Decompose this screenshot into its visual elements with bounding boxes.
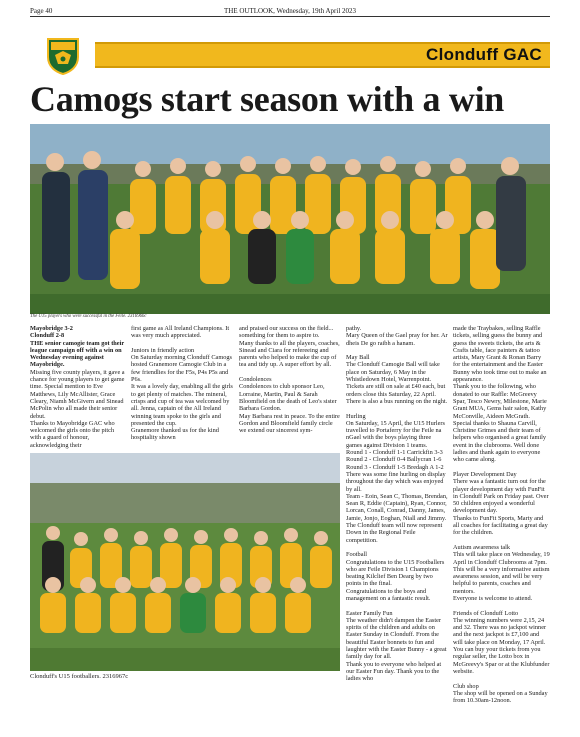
article-paragraph: Autism awareness talk: [453, 543, 511, 551]
article-column-4: [346, 325, 448, 683]
paragraph-gap: [346, 544, 448, 551]
article-paragraph: Round 2 - Clonduff 0-4 Ballycran 1-6: [346, 456, 442, 464]
paragraph-gap: [239, 369, 341, 376]
article-paragraph: Thank you to the following, who donated to our Raffle: McGreevy Spar, Tesco Newry, Milestone, Marie Grant MUA, Gems hair salon, Kathy McConville, Aideen McGrath.: [453, 383, 547, 420]
article-paragraph: Team - Eoin, Sean C, Thomas, Brendan, Sean R, Eddie (Captain), Ryan, Connor, Lorcan, Conall, Conrad, Danny, James, Jamie, Jonjo, Eoghan, Niall and Jimmy.: [346, 492, 448, 522]
paragraph-gap: [346, 405, 448, 412]
bottom-photo-caption: Clonduff's U15 footballers. 2316967c: [30, 673, 129, 680]
paragraph-gap: [131, 340, 235, 347]
article-paragraph: Granemore thanked us for the kind hospitality shown: [131, 427, 219, 442]
section-title: Clonduff GAC: [426, 45, 542, 64]
article-paragraph: Condolences: [239, 376, 272, 384]
article-column-3: [239, 325, 341, 434]
article-paragraph: It was a lovely day, enabling all the girls to get plenty of matches. The mineral, crisps and cup of tea was welcomed by all. Jenna, captain of the All Ireland winning team spoke to the girls and presented the cup.: [131, 383, 233, 427]
article-paragraph: Clonduff 2-8: [30, 332, 65, 340]
paragraph-gap: [453, 602, 550, 609]
paragraph-gap: [346, 602, 448, 609]
article-paragraph: Club shop: [453, 682, 479, 690]
article-paragraph: Congratulations to the boys and management on a fantastic result.: [346, 587, 431, 602]
article-paragraph: There was a fantastic turn out for the player development day with FunFit in Clonduff Park on Friday past. Over 50 children enjoyed a wonderful development day.: [453, 478, 549, 515]
page-header: [30, 6, 550, 17]
club-crest-icon: [46, 37, 80, 75]
article-paragraph: THE senior camogie team got their league campaign off with a win on Wednesday evening against Mayobridge.: [30, 339, 125, 369]
article-paragraph: Many thanks to all the players, coaches, Sinead and Ciara for refereeing and parents who helped to make the cup of tea and tidy up. A super effort by all.: [239, 339, 340, 369]
article-paragraph: made the Traybakes, selling Raffle tickets, selling guess the bunny and guess the sweets tickets, the arts & Crafts table, face painters & tattoo artists, Mary Grant & Ronan Barry for the entertainment and the Easter Bunny who took time out to make an appearance.: [453, 325, 547, 384]
article-paragraph: This will be a very informative autism awareness session, and will be very helpful to parents, coaches and mentors.: [453, 565, 550, 595]
article-paragraph: There is also a bus running on the night.: [346, 397, 448, 405]
article-paragraph: Player Development Day: [453, 470, 517, 478]
publication-line: THE OUTLOOK, Wednesday, 19th April 2023: [223, 7, 357, 15]
section-banner: [95, 42, 550, 68]
article-paragraph: On Saturday morning Clonduff Camogs hosted Granemore Camogie Club in a few friendlies for the F5s, P4s P5s and P6s.: [131, 354, 232, 384]
article-paragraph: Hurling: [346, 412, 366, 420]
article-paragraph: There was some fine hurling on display throughout the day which was enjoyed by all.: [346, 470, 446, 493]
article-paragraph: Congratulations to the U15 Footballers who are Feile Division 1 Champions beating Kilclief Ben Dearg by two points in the final.: [346, 558, 445, 588]
article-column-2: [131, 325, 235, 442]
article-paragraph: This will take place on Wednesday, 19 April in Clonduff Clubrooms at 7pm.: [453, 551, 550, 566]
article-paragraph: Juniors in friendly action: [131, 346, 195, 354]
article-paragraph: The Clonduff Camogie Ball will take place on Saturday, 6 May in the Whistledown Hotel, Warrenpoint.: [346, 361, 440, 384]
article-paragraph: Everyone is welcome to attend.: [453, 594, 533, 602]
article-paragraph: May Ball: [346, 354, 370, 362]
article-paragraph: Round 1 - Clonduff 1-1 Carrickfin 3-3: [346, 449, 443, 457]
article-paragraph: The weather didn't dampen the Easter spirits of the children and adults on Easter Sunday in Clonduff. From the beautiful Easter bonnets to fun and laughter with the Easter Bunny - a great family day for all.: [346, 616, 447, 661]
paragraph-gap: [453, 464, 550, 471]
article-paragraph: Special thanks to Shauna Carvill, Christine Grimes and their team of helpers who organised a great family event in the clubrooms. Well done ladies and thank again to everyone who came along.: [453, 419, 547, 464]
article-paragraph: The shop will be opened on a Sunday from 10.30am-12noon.: [453, 689, 548, 705]
team-photo-hurlers: [30, 124, 550, 314]
article-column-1: [30, 325, 126, 449]
article-paragraph: Thanks to Mayobridge GAC who welcomed the girls onto the pitch with a guard of honour, acknowledging their: [30, 419, 115, 449]
article-paragraph: The Clonduff team will now represent Down in the Regional Feile competition.: [346, 522, 443, 544]
article-paragraph: Mary Queen of the Gael pray for her. Ar dheis De go raibh a hanam.: [346, 332, 448, 347]
article-paragraph: Thank you to everyone who helped at our Easter Fun day. Thank you to the ladies who: [346, 660, 442, 683]
article-paragraph: pathy.: [346, 325, 362, 332]
article-paragraph: On Saturday, 15 April, the U15 Hurlers travelled to Portaferry for the Feile na nGael with the boys playing three games against Division 1 teams.: [346, 419, 445, 449]
article-paragraph: May Barbara rest in peace. To the entire Gordon and Bloomfield family circle we extend our sincerest sym-: [239, 412, 340, 435]
paragraph-gap: [453, 675, 550, 682]
top-photo-caption: The U15 players who were successful in the Feile. 2316966c: [30, 314, 147, 319]
article-paragraph: Mayobridge 3-2: [30, 325, 73, 332]
team-photo-footballers: [30, 453, 340, 671]
paragraph-gap: [346, 347, 448, 354]
article-paragraph: The winning numbers were 2,15, 24 and 32. There was no jackpot winner and the next jackpot is £7,100 and will take place on Monday, 17 April.: [453, 616, 547, 646]
article-column-5: [453, 325, 550, 704]
article-paragraph: Friends of Clonduff Lotto: [453, 609, 519, 617]
article-paragraph: Tickets are still on sale at £40 each, but orders close this Saturday, 22 April.: [346, 383, 446, 398]
article-paragraph: Football: [346, 551, 367, 559]
headline: Camogs start season with a win: [30, 79, 505, 119]
page-number: Page 40: [30, 7, 53, 15]
article-paragraph: Condolences to club sponsor Leo, Lorraine, Martin, Paul & Sarah Bloomfield on the death of Leo's sister Barbara Gordon.: [239, 383, 337, 413]
article-paragraph: and praised our success on the field... something for them to aspire to.: [239, 325, 334, 340]
article-paragraph: Easter Family Fun: [346, 609, 393, 617]
article-paragraph: first game as All Ireland Champions. It was very much appreciated.: [131, 325, 230, 340]
article-paragraph: Round 3 - Clonduff 1-5 Bredagh A 1-2: [346, 463, 444, 471]
article-paragraph: Thanks to FunFit Sports, Marty and all coaches for facilitating a great day for the children.: [453, 514, 548, 537]
paragraph-gap: [453, 537, 550, 544]
article-paragraph: Missing five county players, it gave a chance for young players to get game time. Special mention to Eve Matthews, Lily McAllister, Grace Cleary, Niamh McGivern and Sinead McPolin who all made their senior debut.: [30, 368, 125, 420]
article-paragraph: You can buy your tickets from you regular seller, the Lotto box in McGreevy's Spar or at the Klubfunder website.: [453, 646, 550, 675]
